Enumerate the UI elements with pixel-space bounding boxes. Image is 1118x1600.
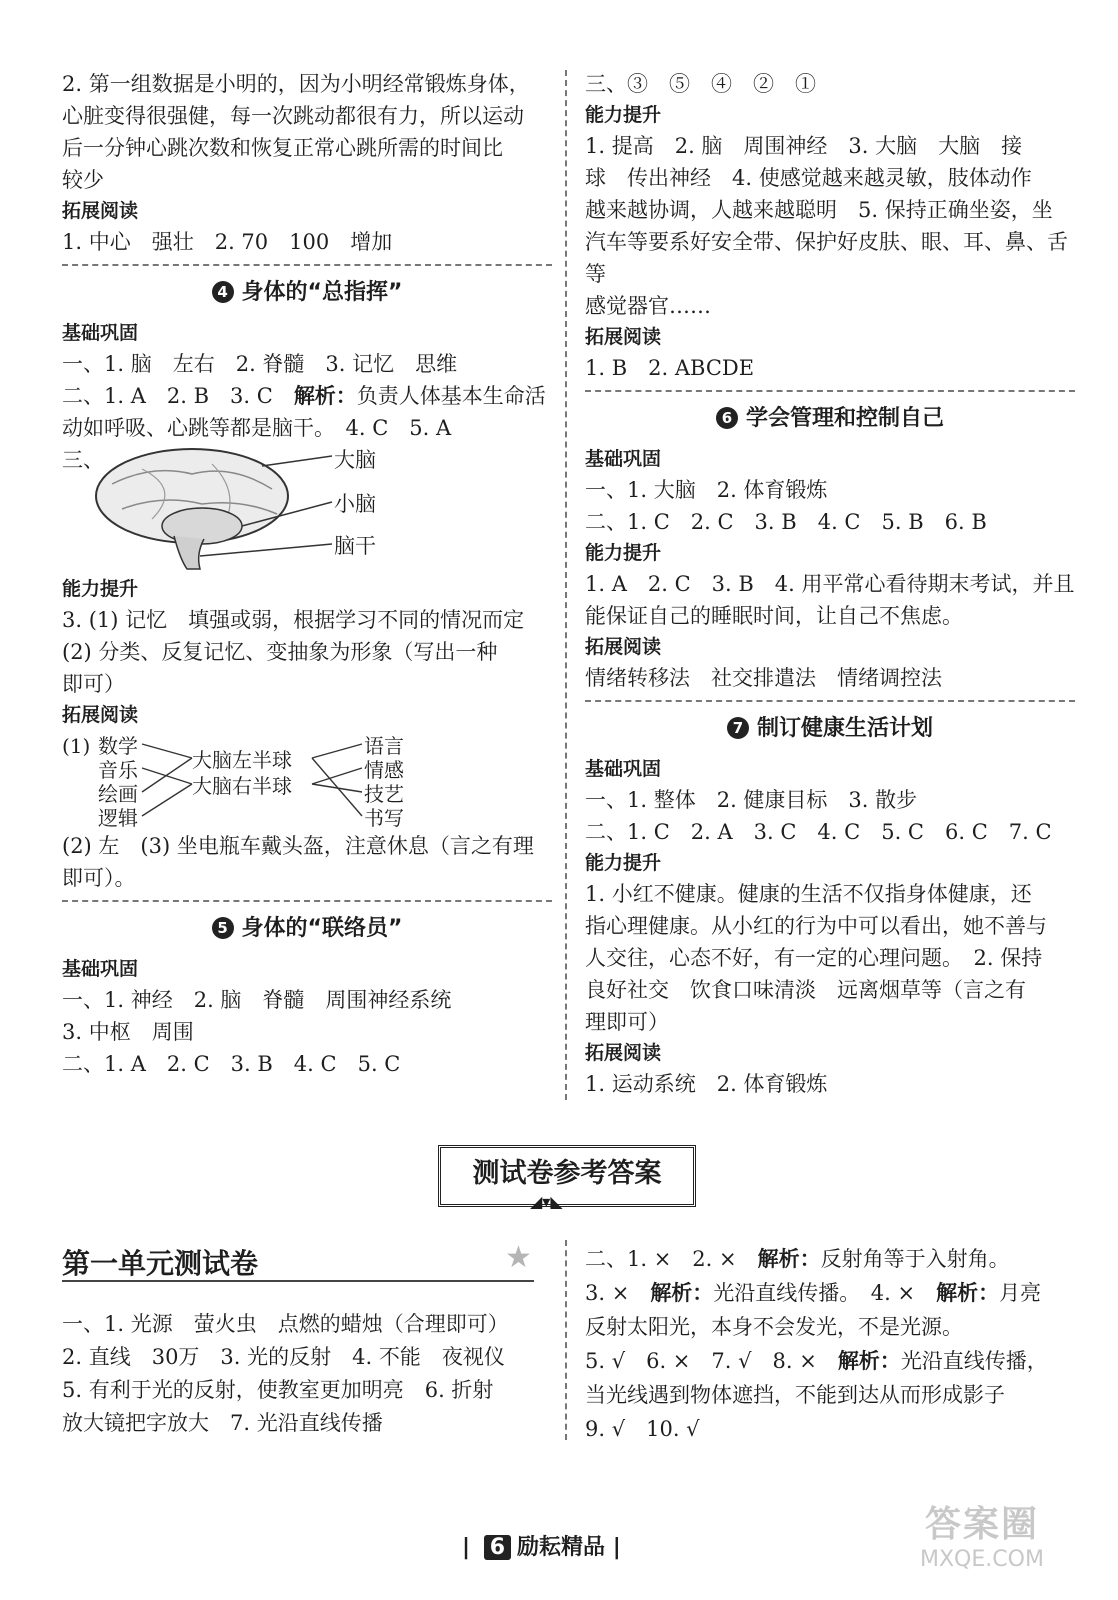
text-line: 二、1. C 2. A 3. C 4. C 5. C 6. C 7. C [585, 820, 1052, 844]
text-line: (2) 分类、反复记忆、变抽象为形象（写出一种 [62, 640, 498, 664]
text-line: 能保证自己的睡眠时间，让自己不焦虑。 [585, 604, 963, 628]
left-column [62, 68, 552, 1080]
match-left-item: 音乐 [98, 758, 138, 782]
section-number-badge: 5 [212, 917, 234, 939]
answer-text: 3. × [585, 1281, 651, 1305]
title-underline [62, 1280, 534, 1282]
text-line: 一、1. 大脑 2. 体育锻炼 [585, 478, 828, 502]
text-line: 理即可） [585, 1010, 669, 1034]
text-line: 1. 提高 2. 脑 周围神经 3. 大脑 大脑 接 [585, 134, 1023, 158]
text-line: 人交往，心态不好，有一定的心理问题。 2. 保持 [585, 946, 1043, 970]
text-line [585, 1242, 1075, 1276]
label-nengli: 能力提升 [585, 104, 662, 126]
section-divider [585, 700, 1075, 702]
label-tuozhan: 拓展阅读 [62, 200, 139, 222]
label-nengli: 能力提升 [62, 578, 139, 600]
section-title-text: 学会管理和控制自己 [745, 406, 944, 431]
banner-ornament: ◢▾◣ [530, 1192, 563, 1211]
match-left-item: 数学 [98, 734, 138, 758]
label-nengli: 能力提升 [585, 852, 662, 874]
watermark-logo-text: 答案圈 [924, 1504, 1039, 1545]
text-line [585, 1276, 1075, 1310]
match-right-item: 情感 [364, 758, 404, 782]
analysis-text: 光沿直线传播。 4. × [713, 1281, 937, 1305]
text-line: 越来越协调，人越来越聪明 5. 保持正确坐姿，坐 [585, 198, 1053, 222]
text-line: 一、1. 光源 萤火虫 点燃的蜡烛（合理即可） [62, 1312, 509, 1336]
section-number-badge: 7 [727, 717, 749, 739]
text-line: 感觉器官…… [585, 294, 711, 318]
text-line: 情绪转移法 社交排遣法 情绪调控法 [585, 666, 942, 690]
text-line: 1. 中心 强壮 2. 70 100 增加 [62, 230, 393, 254]
brand-name: 励耘精品 [517, 1535, 606, 1560]
watermark [920, 1504, 1044, 1575]
text-line: 2. 直线 30万 3. 光的反射 4. 不能 夜视仪 [62, 1345, 505, 1369]
text-line: 后一分钟心跳次数和恢复正常心跳所需的时间比 [62, 136, 503, 160]
text-line: 二、1. A 2. C 3. B 4. C 5. C [62, 1052, 401, 1076]
analysis-label: 解析： [757, 1247, 821, 1271]
text-line: 当光线遇到物体遮挡，不能到达从而形成影子 [585, 1383, 1005, 1407]
section-divider [62, 900, 552, 902]
star-icon: ★ [505, 1240, 532, 1275]
watermark-url: MXQE.COM [920, 1547, 1044, 1572]
match-right-item: 技艺 [364, 782, 404, 806]
match-center-item: 大脑左半球 [192, 748, 292, 772]
analysis-label: 解析： [936, 1281, 1000, 1305]
text-line: 1. A 2. C 3. B 4. 用平常心看待期末考试，并且 [585, 572, 1075, 596]
text-line: 二、1. C 2. C 3. B 4. C 5. B 6. B [585, 510, 987, 534]
page-footer: | 6 励耘精品 | [462, 1535, 621, 1560]
match-right-item: 语言 [364, 734, 404, 758]
text-line: 2. 第一组数据是小明的，因为小明经常锻炼身体， [62, 72, 530, 96]
text-line: 动如呼吸、心跳等都是脑干。 4. C 5. A [62, 416, 452, 440]
right-column [585, 68, 1075, 1100]
text-line: 3. (1) 记忆 填强或弱，根据学习不同的情况而定 [62, 608, 525, 632]
text-line: 即可）。 [62, 866, 136, 890]
label-nengli: 能力提升 [585, 542, 662, 564]
text-line: (2) 左 (3) 坐电瓶车戴头盔，注意休息（言之有理 [62, 834, 534, 858]
analysis-text: 光沿直线传播， [900, 1349, 1048, 1373]
text-line: 一、1. 神经 2. 脑 脊髓 周围神经系统 [62, 988, 452, 1012]
text-line: 1. B 2. ABCDE [585, 356, 755, 380]
question-number: (1) [62, 734, 91, 758]
brain-diagram [62, 444, 552, 574]
label-jichu: 基础巩固 [62, 322, 139, 344]
unit-right-column [585, 1242, 1075, 1446]
match-left-item: 逻辑 [98, 806, 138, 830]
matching-lines [62, 730, 552, 830]
text-line: 9. √ 10. √ [585, 1417, 700, 1441]
column-divider [565, 70, 567, 1100]
text-line: 心脏变得很强健，每一次跳动都很有力，所以运动 [62, 104, 524, 128]
question-number: 三、 [62, 448, 104, 472]
label-cerebellum: 小脑 [334, 492, 376, 516]
label-tuozhan: 拓展阅读 [62, 704, 139, 726]
analysis-label: 解析： [293, 384, 357, 408]
text-line: 即可） [62, 672, 125, 696]
analysis-label: 解析： [650, 1281, 714, 1305]
text-line: 一、1. 脑 左右 2. 脊髓 3. 记忆 思维 [62, 352, 458, 376]
unit-left-column [62, 1308, 557, 1440]
answer-key-banner: 测试卷参考答案 [438, 1145, 696, 1207]
label-jichu: 基础巩固 [585, 448, 662, 470]
match-center-item: 大脑右半球 [192, 774, 292, 798]
text-line: 指心理健康。从小红的行为中可以看出，她不善与 [585, 914, 1047, 938]
section-divider [585, 390, 1075, 392]
text-line: 3. 中枢 周围 [62, 1020, 194, 1044]
section-title-7 [585, 712, 1075, 746]
section-divider [62, 264, 552, 266]
section-title-5 [62, 912, 552, 946]
text-line: 1. 小红不健康。健康的生活不仅指身体健康，还 [585, 882, 1032, 906]
answer-text: 二、1. × 2. × [585, 1247, 758, 1271]
text-line [585, 1344, 1075, 1378]
section-title-6 [585, 402, 1075, 436]
label-cerebrum: 大脑 [334, 448, 376, 472]
match-right-item: 书写 [364, 806, 404, 830]
text-line: 较少 [62, 168, 104, 192]
text-line: 一、1. 整体 2. 健康目标 3. 散步 [585, 788, 918, 812]
section-title-text: 制订健康生活计划 [756, 716, 933, 741]
text-line: 反射太阳光，本身不会发光，不是光源。 [585, 1315, 963, 1339]
text-line: 1. 运动系统 2. 体育锻炼 [585, 1072, 828, 1096]
answer-text: 5. √ 6. × 7. √ 8. × [585, 1349, 838, 1373]
text-line: 5. 有利于光的反射，使教室更加明亮 6. 折射 [62, 1378, 494, 1402]
label-tuozhan: 拓展阅读 [585, 326, 662, 348]
analysis-text: 负责人体基本生命活 [356, 384, 546, 408]
analysis-text: 月亮 [999, 1281, 1042, 1305]
unit-test-title: 第一单元测试卷 [62, 1247, 259, 1280]
text-line: 球 传出神经 4. 使感觉越来越灵敏，肢体动作 [585, 166, 1032, 190]
text-line: 汽车等要系好安全带、保护好皮肤、眼、耳、鼻、舌等 [585, 230, 1068, 286]
section-title-text: 身体的“总指挥” [241, 280, 403, 305]
text-line [62, 380, 552, 412]
match-left-item: 绘画 [98, 782, 138, 806]
analysis-label: 解析： [837, 1349, 901, 1373]
label-tuozhan: 拓展阅读 [585, 636, 662, 658]
text-line: 放大镜把字放大 7. 光沿直线传播 [62, 1411, 383, 1435]
section-title-4 [62, 276, 552, 310]
label-brainstem: 脑干 [334, 534, 376, 558]
section-number-badge: 6 [716, 407, 738, 429]
section-number-badge: 4 [212, 281, 234, 303]
label-jichu: 基础巩固 [62, 958, 139, 980]
matching-diagram [62, 730, 552, 830]
page-number: 6 [484, 1535, 511, 1560]
answer-text: 二、1. A 2. B 3. C [62, 384, 294, 408]
text-line: 三、③ ⑤ ④ ② ① [585, 72, 816, 96]
label-jichu: 基础巩固 [585, 758, 662, 780]
text-line: 良好社交 饮食口味清淡 远离烟草等（言之有 [585, 978, 1026, 1002]
column-divider [565, 1240, 567, 1440]
label-tuozhan: 拓展阅读 [585, 1042, 662, 1064]
section-title-text: 身体的“联络员” [241, 916, 403, 941]
analysis-text: 反射角等于入射角。 [820, 1247, 1010, 1271]
